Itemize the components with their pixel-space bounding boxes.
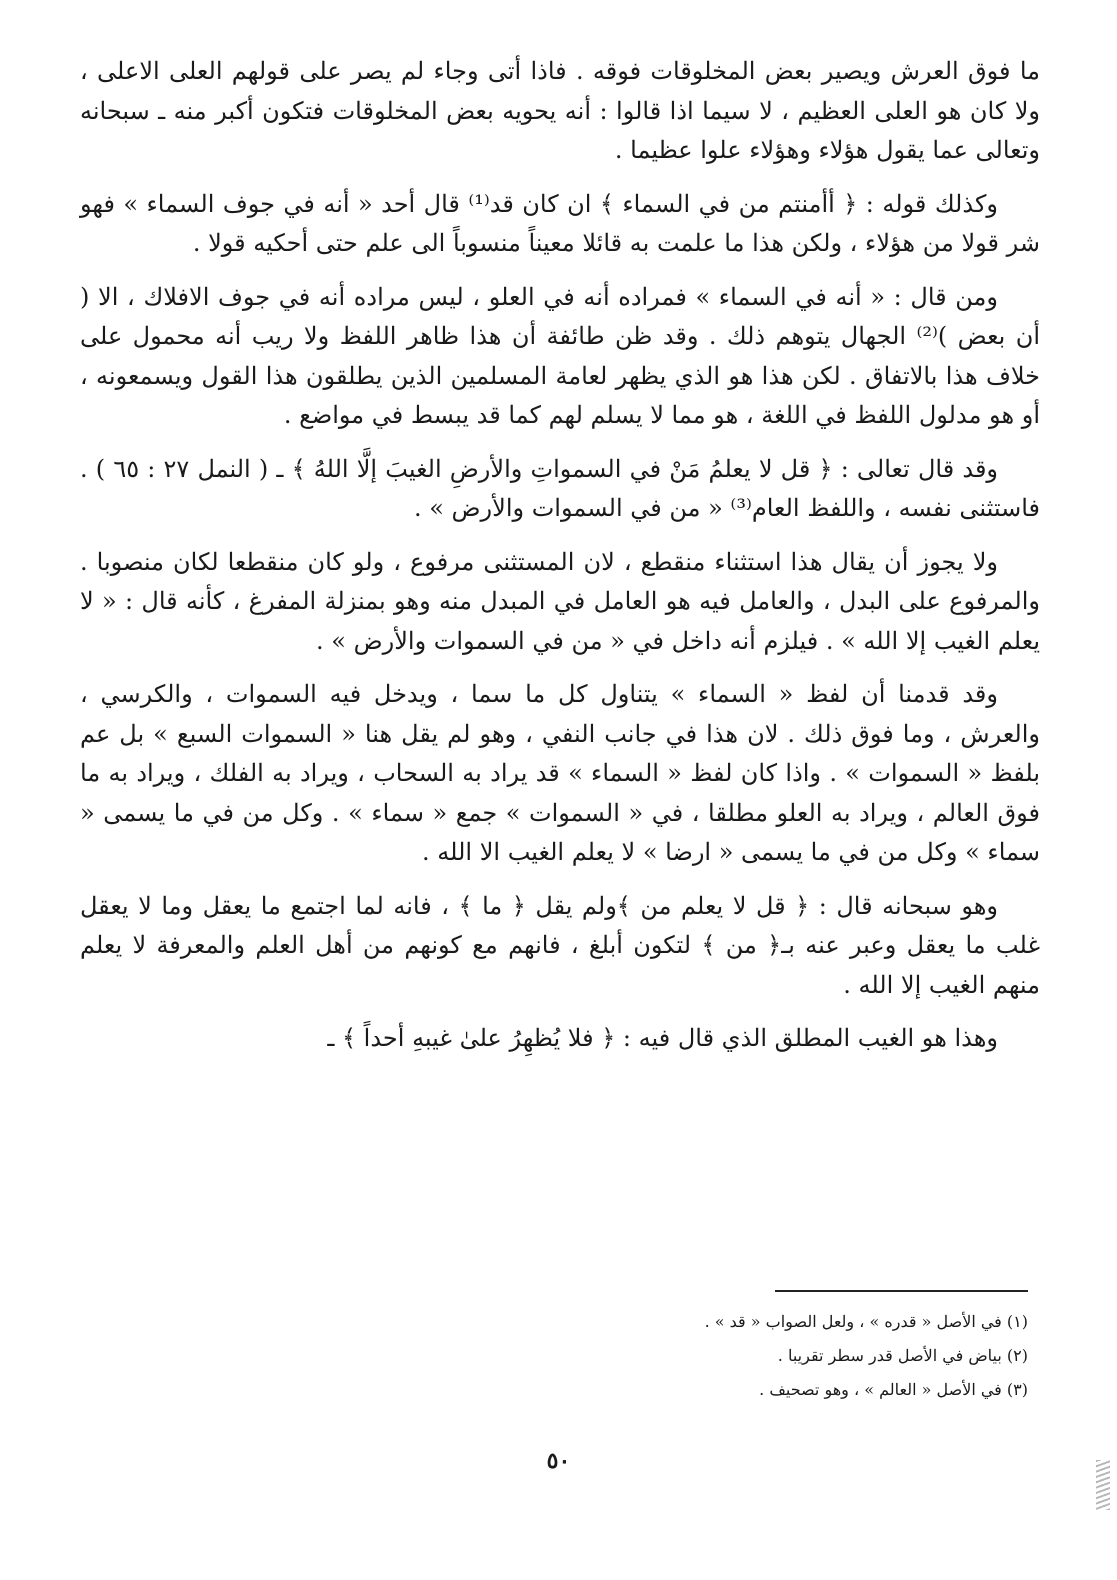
- page-edge-smudge: [1096, 1460, 1110, 1510]
- paragraph-6: وقد قدمنا أن لفظ « السماء » يتناول كل ما سما ، ويدخل فيه السموات ، والكرسي ، والعرش ، وما فوق ذلك . لان هذا في جانب النفي ، وهو لم يقل هنا « السموات السبع » بل عم بلفظ « السموات » . واذا كان لفظ « السماء » قد يراد به السحاب ، ويراد به الفلك ، ويراد به ما فوق العالم ، ويراد به العلو مطلقا ، في « السموات » جمع « سماء » . وكل من في ما يسمى « سماء » وكل من في ما يسمى « ارضا » لا يعلم الغيب الا الله .: [80, 680, 1040, 866]
- footnotes: [80, 1305, 1028, 1407]
- paragraph-7: وهو سبحانه قال : ﴿ قل لا يعلم من ﴾ولم يقل ﴿ ما ﴾ ، فانه لما اجتمع ما يعقل وما لا يعقل غلب ما يعقل وعبر عنه بـ﴿ من ﴾ لتكون أبلغ ، فانهم مع كونهم من أهل العلم والمعرفة لا يعلم منهم الغيب إلا الله .: [80, 891, 1040, 999]
- footnote-1: (١) في الأصل « قدره » ، ولعل الصواب « قد » .: [704, 1312, 1028, 1331]
- footnote-divider: [775, 1290, 1028, 1292]
- paragraph-3: ومن قال : « أنه في السماء » فمراده أنه في العلو ، ليس مراده أنه في جوف الافلاك ، الا ( أن بعض )⁽²⁾ الجهال يتوهم ذلك . وقد ظن طائفة أن هذا ظاهر اللفظ ولا ريب أنه محمول على خلاف هذا بالاتفاق . لكن هذا هو الذي يظهر لعامة المسلمين الذين يطلقون هذا القول ويسمعونه ، أو هو مدلول اللفظ في اللغة ، هو مما لا يسلم لهم كما قد يبسط في مواضع .: [80, 282, 1041, 429]
- paragraph-5: ولا يجوز أن يقال هذا استثناء منقطع ، لان المستثنى مرفوع ، ولو كان منقطعا لكان منصوبا . والمرفوع على البدل ، والعامل فيه هو العامل في المبدل منه وهو بمنزلة المفرغ ، كأنه قال : « لا يعلم الغيب إلا الله » . فيلزم أنه داخل في « من في السموات والأرض » .: [80, 547, 1040, 655]
- paragraph-8: وهذا هو الغيب المطلق الذي قال فيه : ﴿ فلا يُظهِرُ علىٰ غيبهِ أحداً ﴾ ـ: [327, 1024, 998, 1052]
- page-body: [80, 52, 1040, 1073]
- paragraph-2: وكذلك قوله : ﴿ أأمنتم من في السماء ﴾ ان كان قد⁽¹⁾ قال أحد « أنه في جوف السماء » فهو شر قولا من هؤلاء ، ولكن هذا ما علمت به قائلا معيناً منسوباً الى علم حتى أحكيه قولا .: [80, 189, 1040, 257]
- paragraph-1: ما فوق العرش ويصير بعض المخلوقات فوقه . فاذا أتى وجاء لم يصر على قولهم العلى الاعلى ، ولا كان هو العلى العظيم ، لا سيما اذا قالوا : أنه يحويه بعض المخلوقات فتكون أكبر منه ـ سبحانه وتعالى عما يقول هؤلاء وهؤلاء علوا عظيما .: [80, 57, 1040, 164]
- footnote-2: (٢) بياض في الأصل قدر سطر تقريبا .: [777, 1346, 1028, 1365]
- paragraph-4: وقد قال تعالى : ﴿ قل لا يعلمُ مَنْ في السمواتِ والأرضِ الغيبَ إلَّا اللهُ ﴾ ـ ( النمل ٢٧ : ٦٥ ) . فاستثنى نفسه ، واللفظ العام⁽³⁾ « من في السموات والأرض » .: [80, 454, 1040, 522]
- footnote-3: (٣) في الأصل « العالم » ، وهو تصحيف .: [759, 1380, 1028, 1399]
- page-number: ٥٠: [546, 1448, 571, 1474]
